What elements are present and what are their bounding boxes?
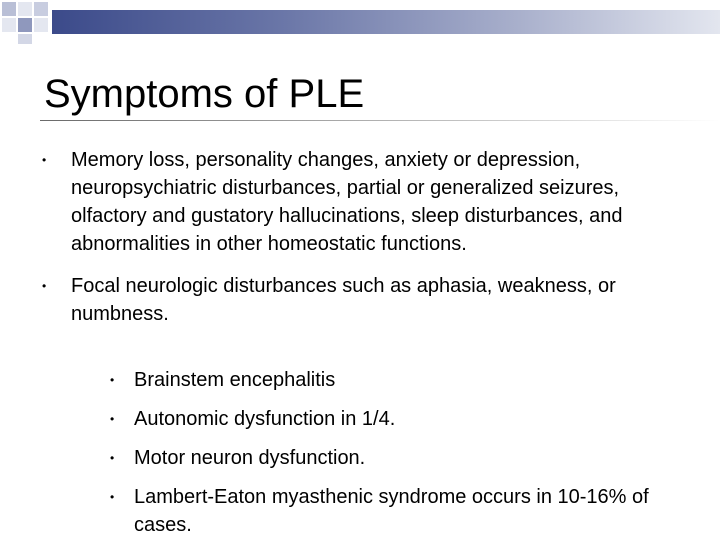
title-divider — [40, 120, 720, 121]
list-item — [40, 272, 680, 328]
list-item — [108, 405, 688, 433]
bullet-text: Memory loss, personality changes, anxiety or depression, neuropsychiatric disturbances, partial or generalized seizures, olfactory and gustatory hallucinations, sleep disturbances, and abnormalities in other homeostatic functions. — [71, 149, 623, 255]
slide-title: Symptoms of PLE — [44, 72, 365, 116]
list-item — [108, 366, 688, 394]
bullet-icon: • — [110, 412, 115, 426]
sub-bullet-list — [108, 366, 688, 540]
bullet-icon: • — [42, 153, 47, 167]
sub-bullet-text: Lambert-Eaton myasthenic syndrome occurs in 10-16% of cases. — [134, 486, 649, 536]
bullet-text: Focal neurologic disturbances such as aphasia, weakness, or numbness. — [71, 275, 616, 325]
bullet-icon: • — [110, 490, 115, 504]
sub-bullet-text: Autonomic dysfunction in 1/4. — [134, 408, 396, 430]
decorative-squares — [0, 0, 60, 44]
sub-bullet-text: Motor neuron dysfunction. — [134, 447, 366, 469]
bullet-icon: • — [42, 279, 47, 293]
list-item — [108, 444, 688, 472]
list-item — [108, 483, 688, 539]
decorative-header-bar — [52, 10, 720, 34]
bullet-icon: • — [110, 451, 115, 465]
bullet-list — [40, 146, 680, 342]
list-item — [40, 146, 680, 258]
bullet-icon: • — [110, 373, 115, 387]
sub-bullet-text: Brainstem encephalitis — [134, 369, 336, 391]
